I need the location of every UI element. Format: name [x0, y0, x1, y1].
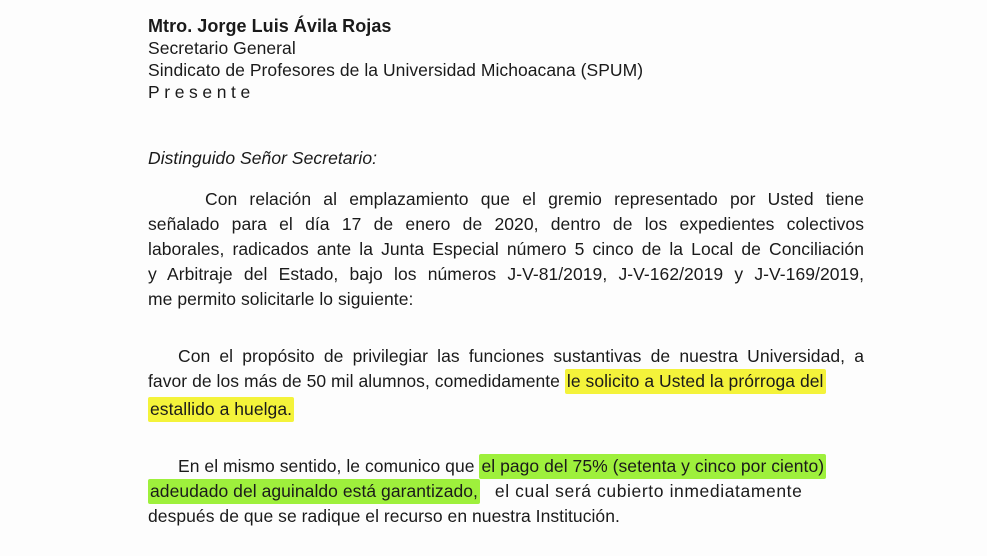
- paragraph3-line2-text: el cual será cubierto inmediatamente: [494, 481, 803, 501]
- paragraph2-line3: [148, 398, 864, 420]
- paragraph3-line1: [178, 455, 864, 477]
- highlight-aguinaldo-garantizado: adeudado del aguinaldo está garantizado,: [148, 479, 480, 504]
- highlight-pago-75: el pago del 75% (setenta y cinco por ciento): [479, 454, 826, 479]
- salutation: Distinguido Señor Secretario:: [148, 148, 378, 168]
- paragraph3-line1-text: En el mismo sentido, le comunico que: [178, 456, 475, 476]
- highlight-prorroga-request: le solicito a Usted la prórroga del: [565, 369, 826, 394]
- paragraph1-line3: laborales, radicados ante la Junta Especial número 5 cinco de la Local de Conciliación: [148, 239, 864, 259]
- highlight-estallido-huelga: estallido a huelga.: [148, 397, 294, 422]
- paragraph3-line2: [148, 480, 864, 502]
- paragraph3-line3: después de que se radique el recurso en nuestra Institución.: [148, 506, 620, 526]
- paragraph1-line4: y Arbitraje del Estado, bajo los números J-V-81/2019, J-V-162/2019 y J-V-169/2019,: [148, 264, 864, 284]
- paragraph2-line2-text: favor de los más de 50 mil alumnos, comedidamente: [148, 371, 560, 391]
- addressee-name: Mtro. Jorge Luis Ávila Rojas: [148, 16, 392, 36]
- paragraph2-line1: Con el propósito de privilegiar las funciones sustantivas de nuestra Universidad, a: [178, 346, 864, 366]
- paragraph1-line5: me permito solicitarle lo siguiente:: [148, 289, 414, 309]
- paragraph1-line1: Con relación al emplazamiento que el gremio representado por Usted tiene: [205, 189, 864, 209]
- addressee-title: Secretario General: [148, 38, 296, 58]
- paragraph2-line2: [148, 370, 864, 392]
- paragraph1-line2: señalado para el día 17 de enero de 2020, dentro de los expedientes colectivos: [148, 214, 864, 234]
- presente-label: Presente: [148, 82, 255, 102]
- addressee-organization: Sindicato de Profesores de la Universidad Michoacana (SPUM): [148, 60, 644, 80]
